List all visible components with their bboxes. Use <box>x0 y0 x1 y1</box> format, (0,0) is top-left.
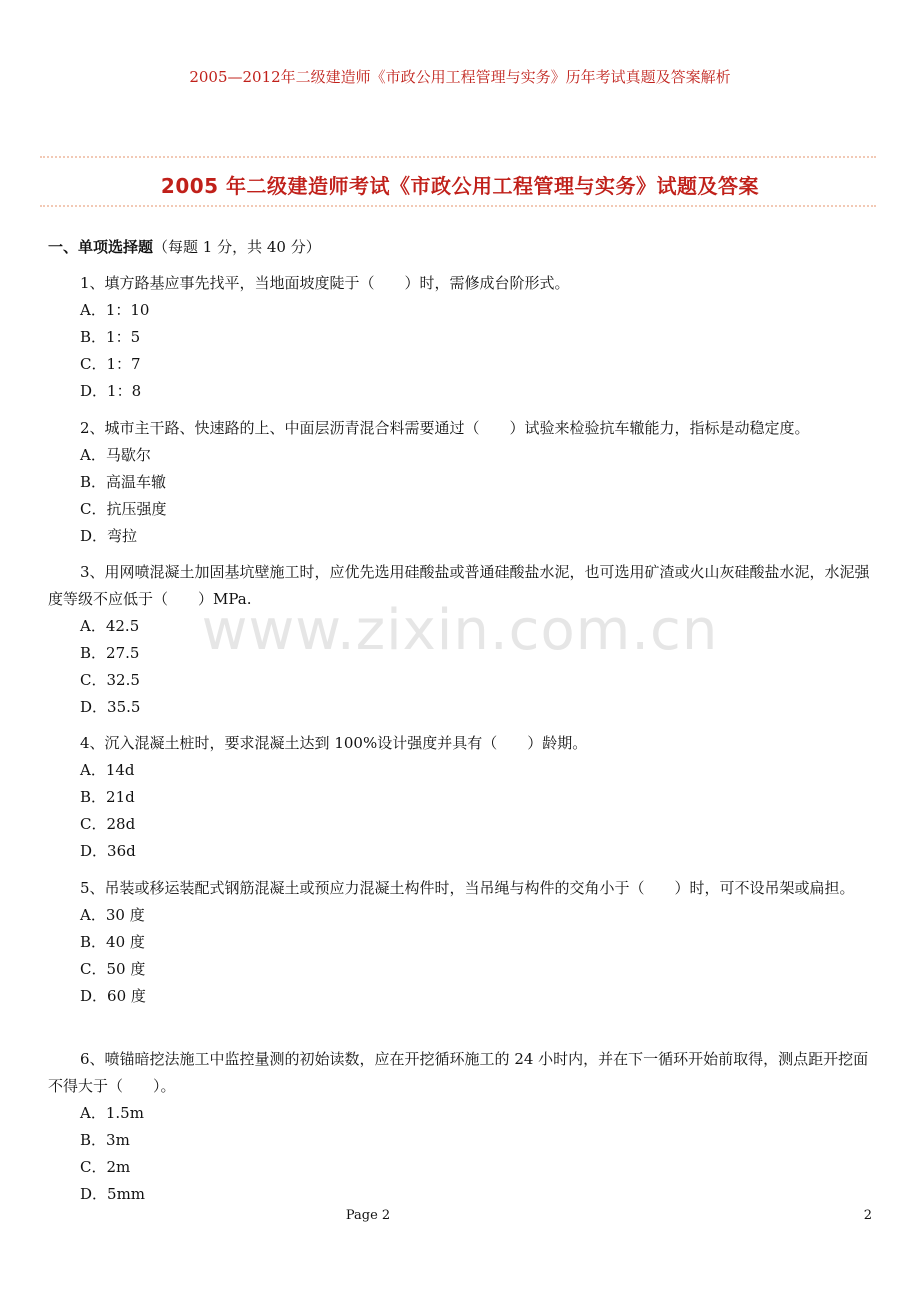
question-5 <box>48 875 874 1010</box>
page-label: Page 2 <box>345 1208 391 1223</box>
question-4 <box>48 730 874 865</box>
question-6 <box>48 1046 874 1208</box>
option-c: C．1：7 <box>80 355 141 373</box>
section-heading-label: 一、单项选择题 <box>48 238 154 256</box>
question-3 <box>48 559 874 721</box>
option-a: A．1.5m <box>80 1104 144 1122</box>
option-d: D．35.5 <box>80 698 141 716</box>
question-stem: 3、用网喷混凝土加固基坑壁施工时，应优先选用硅酸盐或普通硅酸盐水泥，也可选用矿渣或火山灰硅酸盐水泥，水泥强度等级不应低于（ ）MPa. <box>48 563 870 608</box>
option-d: D．36d <box>80 842 136 860</box>
option-b: B．27.5 <box>80 644 140 662</box>
option-c: C．50 度 <box>80 960 146 978</box>
section-heading-note: （每题 1 分，共 40 分） <box>153 238 321 256</box>
option-a: A．1：10 <box>80 301 150 319</box>
option-b: B．1：5 <box>80 328 141 346</box>
option-b: B．高温车辙 <box>80 473 167 491</box>
question-stem: 2、城市主干路、快速路的上、中面层沥青混合料需要通过（ ）试验来检验抗车辙能力，指标是动稳定度。 <box>80 419 810 437</box>
divider-top <box>40 156 876 158</box>
option-a: A．30 度 <box>80 906 145 924</box>
question-stem: 6、喷锚暗挖法施工中监控量测的初始读数，应在开挖循环施工的 24 小时内，并在下一循环开始前取得，测点距开挖面不得大于（ ）。 <box>48 1050 869 1095</box>
option-a: A．42.5 <box>80 617 140 635</box>
question-2 <box>48 415 874 550</box>
option-d: D．60 度 <box>80 987 146 1005</box>
option-d: D．弯拉 <box>80 527 138 545</box>
option-d: D．5mm <box>80 1185 146 1203</box>
option-b: B．21d <box>80 788 135 806</box>
document-title: 2005 年二级建造师考试《市政公用工程管理与实务》试题及答案 <box>160 174 760 198</box>
option-d: D．1：8 <box>80 382 142 400</box>
option-b: B．3m <box>80 1131 130 1149</box>
question-stem: 1、填方路基应事先找平，当地面坡度陡于（ ）时，需修成台阶形式。 <box>80 274 570 292</box>
option-c: C．2m <box>80 1158 131 1176</box>
question-stem: 5、吊装或移运装配式钢筋混凝土或预应力混凝土构件时，当吊绳与构件的交角小于（ ）时，可不设吊架或扁担。 <box>80 879 855 897</box>
option-c: C．32.5 <box>80 671 140 689</box>
option-a: A．马歇尔 <box>80 446 151 464</box>
running-header: 2005—2012年二级建造师《市政公用工程管理与实务》历年考试真题及答案解析 <box>189 68 731 86</box>
option-a: A．14d <box>80 761 135 779</box>
question-1 <box>48 270 874 405</box>
option-c: C．抗压强度 <box>80 500 167 518</box>
divider-bottom <box>40 205 876 207</box>
section-heading <box>48 236 321 257</box>
option-c: C．28d <box>80 815 136 833</box>
watermark: www.zixin.com.cn <box>201 598 719 663</box>
page-number: 2 <box>863 1208 872 1223</box>
question-stem: 4、沉入混凝土桩时，要求混凝土达到 100%设计强度并具有（ ）龄期。 <box>80 734 588 752</box>
option-b: B．40 度 <box>80 933 145 951</box>
